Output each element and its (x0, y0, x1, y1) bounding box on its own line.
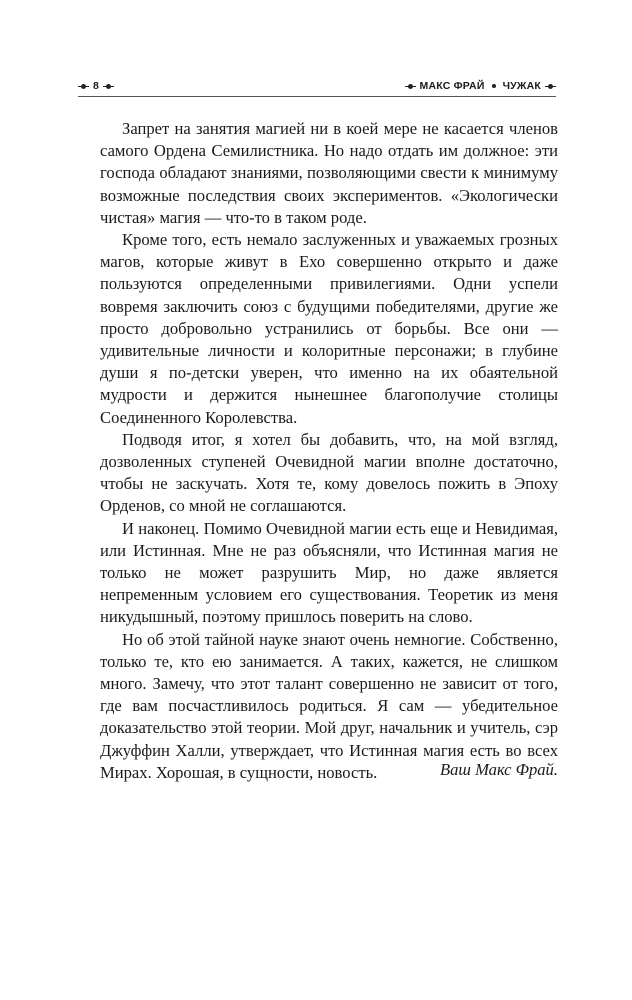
ornament-icon (103, 84, 114, 89)
signature: Ваш Макс Фрай. (439, 760, 558, 779)
paragraph: И наконец. Помимо Очевидной магии есть еще и Невидимая, или Истинная. Мне не раз объясняли, что Истинная магия не только не может разрушить Мир, но даже является непременным условием его существования. Теоретик из меня никудышный, поэтому пришлось поверить на слово. (100, 518, 558, 627)
ornament-icon (545, 84, 556, 89)
header-author: МАКС ФРАЙ (419, 80, 485, 92)
body-text (100, 118, 558, 784)
header-right (405, 80, 556, 92)
paragraph: Кроме того, есть немало заслуженных и уважаемых грозных магов, которые живут в Ехо совершенно открыто и даже пользуются определенными привилегиями. Одни успели вовремя заключить союз с будущими победителями, другие же просто добровольно устранились от борьбы. Все они — удивительные личности и колоритные персонажи; в глубине души я по-детски уверен, что именно на их обаятельной мудрости и держится нынешнее благополучие столицы Соединенного Королевства. (100, 230, 558, 427)
header-title: ЧУЖАК (502, 80, 541, 92)
page-number: 8 (93, 80, 100, 92)
paragraph: Подводя итог, я хотел бы добавить, что, на мой взгляд, дозволенных ступеней Очевидной магии вполне достаточно, чтобы не заскучать. Хотя те, кому довелось пожить в Эпоху Орденов, со мной не соглашаются. (100, 429, 558, 516)
paragraph: Запрет на занятия магией ни в коей мере не касается членов самого Ордена Семилистника. Но надо отдать им должное: эти господа обладают знаниями, позволяющими свести к минимуму возможные последствия своих экспериментов. «Экологически чистая» магия — что-то в таком роде. (100, 119, 558, 227)
paragraph: Но об этой тайной науке знают очень немногие. Собственно, только те, кто ею занимается. А таких, кажется, не слишком много. Замечу, что этот талант совершенно не зависит от того, где вам посчастливилось родиться. Я сам — убедительное доказательство этой теории. Мой друг, начальник и учитель, сэр Джуффин Халли, утверждает, что Истинная магия есть во всех Мирах. Хорошая, в сущности, новость. (100, 629, 558, 782)
header-rule (78, 96, 556, 97)
ornament-icon (78, 84, 89, 89)
bullet-icon (492, 84, 496, 88)
running-header (78, 80, 556, 94)
header-left (78, 80, 114, 92)
ornament-icon (405, 84, 416, 89)
